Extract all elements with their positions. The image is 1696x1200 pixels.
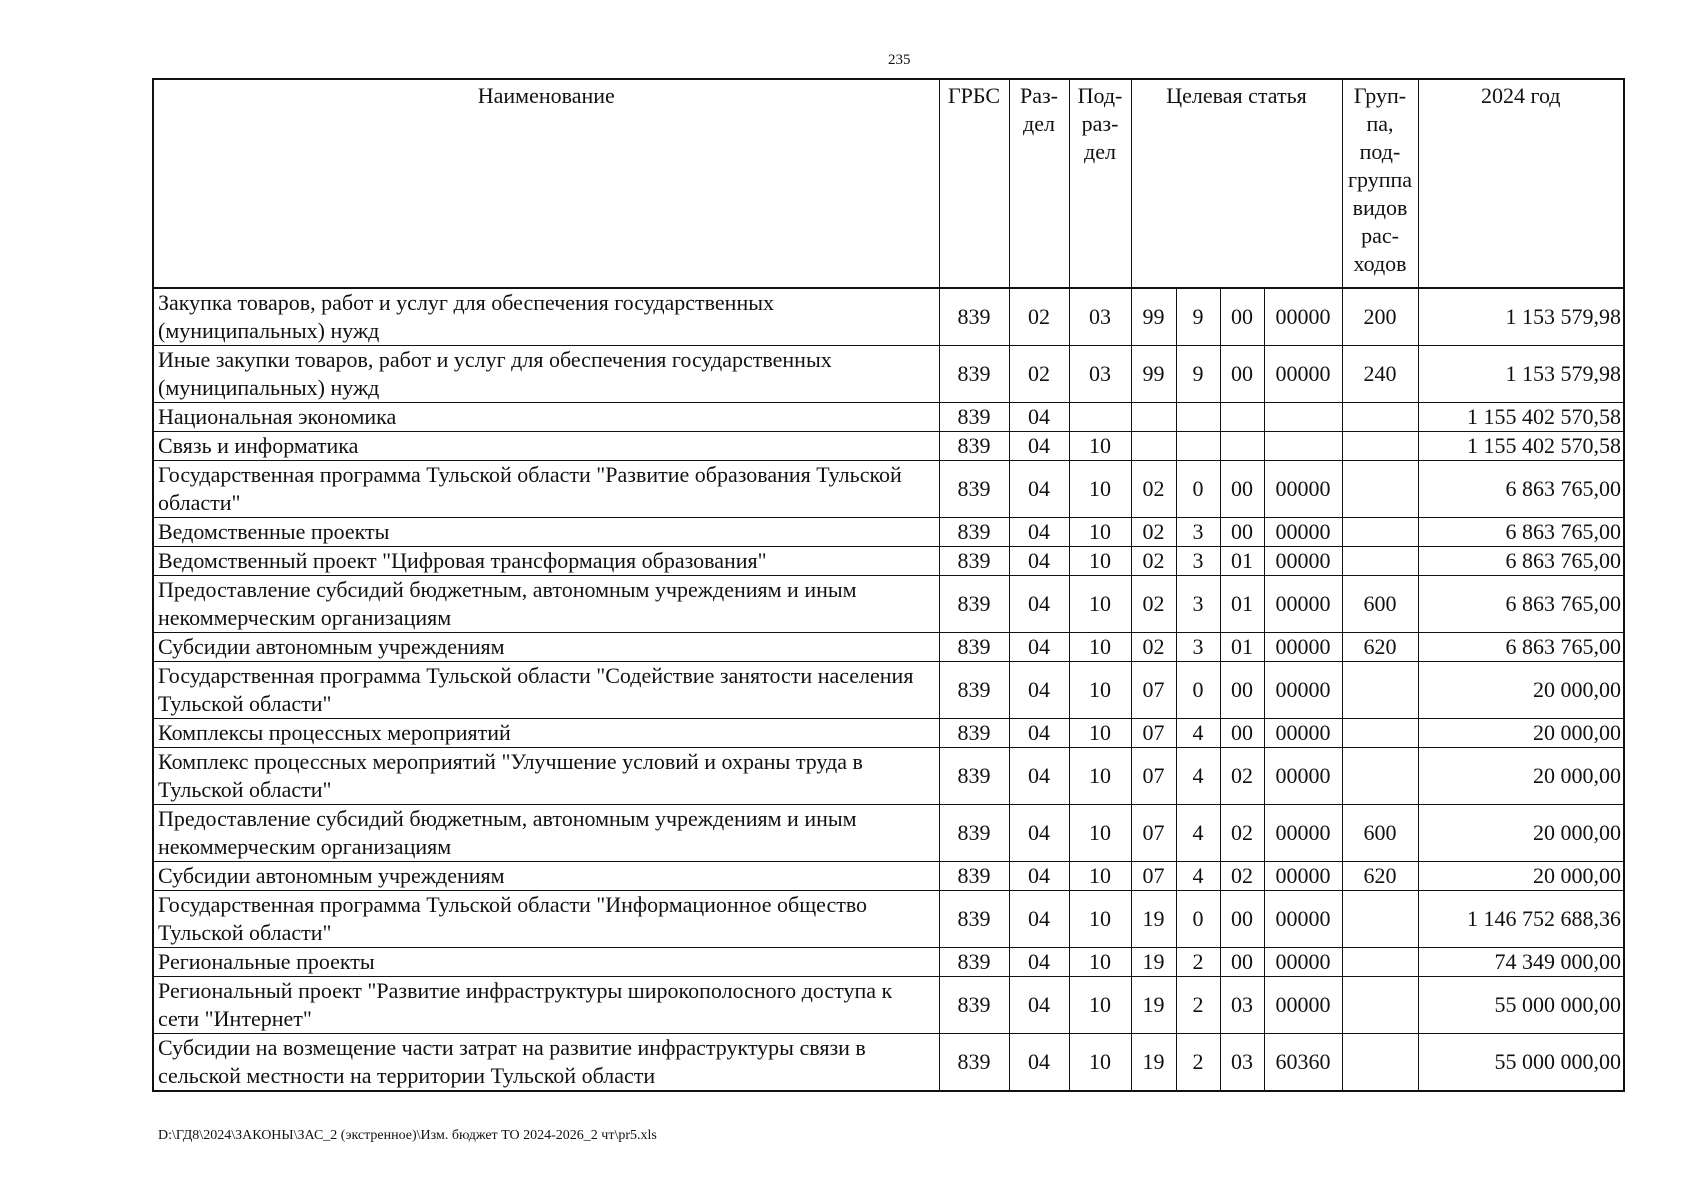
cell-grbs: 839 (939, 805, 1009, 862)
cell-target-type: 9 (1176, 346, 1220, 403)
cell-target-direction: 00000 (1264, 576, 1342, 633)
cell-podrazdel: 10 (1069, 748, 1131, 805)
cell-target-structure: 01 (1220, 633, 1264, 662)
cell-name: Иные закупки товаров, работ и услуг для обеспечения государственных (муниципальных) нужд (153, 346, 939, 403)
cell-podrazdel: 10 (1069, 977, 1131, 1034)
cell-target-direction: 00000 (1264, 805, 1342, 862)
cell-razdel: 04 (1009, 432, 1069, 461)
cell-amount: 1 153 579,98 (1418, 346, 1624, 403)
cell-amount: 20 000,00 (1418, 748, 1624, 805)
cell-target-type: 4 (1176, 805, 1220, 862)
cell-expense-group (1342, 719, 1418, 748)
cell-amount: 1 155 402 570,58 (1418, 403, 1624, 432)
header-name: Наименование (153, 79, 939, 288)
cell-grbs: 839 (939, 719, 1009, 748)
cell-grbs: 839 (939, 891, 1009, 948)
table-row (153, 346, 1624, 403)
cell-amount: 6 863 765,00 (1418, 518, 1624, 547)
cell-podrazdel: 10 (1069, 719, 1131, 748)
header-razdel: Раз- дел (1009, 79, 1069, 288)
cell-expense-group (1342, 748, 1418, 805)
cell-amount: 55 000 000,00 (1418, 1034, 1624, 1092)
cell-grbs: 839 (939, 633, 1009, 662)
cell-name: Субсидии автономным учреждениям (153, 862, 939, 891)
cell-grbs: 839 (939, 461, 1009, 518)
cell-podrazdel: 03 (1069, 288, 1131, 346)
cell-name: Субсидии на возмещение части затрат на развитие инфраструктуры связи в сельской местности на территории Тульской области (153, 1034, 939, 1092)
cell-podrazdel: 10 (1069, 1034, 1131, 1092)
table-row (153, 862, 1624, 891)
cell-name: Государственная программа Тульской области "Развитие образования Тульской области" (153, 461, 939, 518)
table-row (153, 805, 1624, 862)
cell-razdel: 04 (1009, 461, 1069, 518)
cell-razdel: 04 (1009, 518, 1069, 547)
cell-expense-group (1342, 461, 1418, 518)
cell-target-direction: 00000 (1264, 518, 1342, 547)
cell-name: Ведомственные проекты (153, 518, 939, 547)
cell-target-program: 02 (1131, 461, 1176, 518)
cell-target-direction: 00000 (1264, 662, 1342, 719)
cell-podrazdel: 10 (1069, 891, 1131, 948)
cell-amount: 1 146 752 688,36 (1418, 891, 1624, 948)
cell-target-program: 07 (1131, 719, 1176, 748)
header-year-2024: 2024 год (1418, 79, 1624, 288)
cell-amount: 1 153 579,98 (1418, 288, 1624, 346)
cell-name: Комплекс процессных мероприятий "Улучшение условий и охраны труда в Тульской области" (153, 748, 939, 805)
cell-name: Региональный проект "Развитие инфраструктуры широкополосного доступа к сети "Интернет" (153, 977, 939, 1034)
cell-target-type (1176, 432, 1220, 461)
table-row (153, 977, 1624, 1034)
cell-razdel: 04 (1009, 547, 1069, 576)
cell-razdel: 02 (1009, 288, 1069, 346)
cell-grbs: 839 (939, 403, 1009, 432)
cell-razdel: 04 (1009, 403, 1069, 432)
cell-target-structure: 00 (1220, 891, 1264, 948)
cell-name: Государственная программа Тульской области "Информационное общество Тульской области" (153, 891, 939, 948)
cell-target-direction: 00000 (1264, 977, 1342, 1034)
table-row (153, 547, 1624, 576)
cell-podrazdel (1069, 403, 1131, 432)
cell-podrazdel: 03 (1069, 346, 1131, 403)
cell-expense-group (1342, 891, 1418, 948)
cell-expense-group: 620 (1342, 633, 1418, 662)
cell-target-program: 19 (1131, 948, 1176, 977)
cell-target-direction: 00000 (1264, 288, 1342, 346)
cell-name: Субсидии автономным учреждениям (153, 633, 939, 662)
cell-amount: 55 000 000,00 (1418, 977, 1624, 1034)
cell-expense-group (1342, 948, 1418, 977)
cell-target-structure: 01 (1220, 547, 1264, 576)
cell-grbs: 839 (939, 346, 1009, 403)
cell-amount: 20 000,00 (1418, 719, 1624, 748)
cell-expense-group (1342, 432, 1418, 461)
cell-grbs: 839 (939, 1034, 1009, 1092)
cell-name: Закупка товаров, работ и услуг для обеспечения государственных (муниципальных) нужд (153, 288, 939, 346)
cell-expense-group (1342, 1034, 1418, 1092)
cell-expense-group (1342, 662, 1418, 719)
cell-target-structure: 01 (1220, 576, 1264, 633)
cell-grbs: 839 (939, 547, 1009, 576)
cell-target-structure: 03 (1220, 977, 1264, 1034)
cell-razdel: 04 (1009, 948, 1069, 977)
cell-grbs: 839 (939, 518, 1009, 547)
cell-razdel: 04 (1009, 805, 1069, 862)
file-path: D:\ГД8\2024\ЗАКОНЫ\ЗАС_2 (экстренное)\Изм. бюджет ТО 2024-2026_2 чт\pr5.xls (158, 1128, 657, 1143)
page-number: 235 (888, 52, 911, 68)
table-row (153, 633, 1624, 662)
cell-target-structure (1220, 403, 1264, 432)
cell-target-type: 9 (1176, 288, 1220, 346)
cell-amount: 6 863 765,00 (1418, 547, 1624, 576)
cell-target-type: 3 (1176, 633, 1220, 662)
cell-target-direction: 00000 (1264, 346, 1342, 403)
cell-grbs: 839 (939, 748, 1009, 805)
cell-razdel: 04 (1009, 891, 1069, 948)
table-row (153, 748, 1624, 805)
cell-expense-group (1342, 403, 1418, 432)
cell-target-type: 0 (1176, 461, 1220, 518)
cell-name: Ведомственный проект "Цифровая трансформация образования" (153, 547, 939, 576)
header-target-article: Целевая статья (1131, 79, 1342, 288)
cell-target-type: 3 (1176, 576, 1220, 633)
table-body (153, 288, 1624, 1091)
cell-razdel: 04 (1009, 862, 1069, 891)
cell-podrazdel: 10 (1069, 432, 1131, 461)
cell-podrazdel: 10 (1069, 576, 1131, 633)
cell-grbs: 839 (939, 948, 1009, 977)
cell-name: Комплексы процессных мероприятий (153, 719, 939, 748)
cell-grbs: 839 (939, 576, 1009, 633)
cell-razdel: 04 (1009, 719, 1069, 748)
cell-amount: 6 863 765,00 (1418, 633, 1624, 662)
cell-target-direction: 00000 (1264, 719, 1342, 748)
cell-target-direction: 00000 (1264, 547, 1342, 576)
cell-target-structure: 00 (1220, 346, 1264, 403)
cell-amount: 20 000,00 (1418, 805, 1624, 862)
table-row (153, 662, 1624, 719)
cell-podrazdel: 10 (1069, 948, 1131, 977)
cell-grbs: 839 (939, 862, 1009, 891)
cell-amount: 20 000,00 (1418, 662, 1624, 719)
cell-name: Предоставление субсидий бюджетным, автономным учреждениям и иным некоммерческим организациям (153, 576, 939, 633)
cell-target-program: 07 (1131, 805, 1176, 862)
table-row (153, 403, 1624, 432)
table-row (153, 1034, 1624, 1092)
cell-razdel: 04 (1009, 1034, 1069, 1092)
header-grbs: ГРБС (939, 79, 1009, 288)
cell-razdel: 04 (1009, 977, 1069, 1034)
cell-target-type: 0 (1176, 662, 1220, 719)
cell-target-type: 4 (1176, 862, 1220, 891)
table-row (153, 461, 1624, 518)
header-expense-group: Груп- па, под- группа видов рас- ходов (1342, 79, 1418, 288)
cell-razdel: 04 (1009, 633, 1069, 662)
cell-grbs: 839 (939, 662, 1009, 719)
cell-expense-group: 240 (1342, 346, 1418, 403)
cell-target-program: 19 (1131, 977, 1176, 1034)
cell-target-direction (1264, 432, 1342, 461)
cell-target-structure: 00 (1220, 719, 1264, 748)
cell-target-structure: 02 (1220, 748, 1264, 805)
cell-amount: 74 349 000,00 (1418, 948, 1624, 977)
table-row (153, 288, 1624, 346)
cell-podrazdel: 10 (1069, 862, 1131, 891)
table-row (153, 891, 1624, 948)
cell-target-type: 4 (1176, 748, 1220, 805)
cell-target-program (1131, 403, 1176, 432)
cell-expense-group (1342, 977, 1418, 1034)
cell-name: Государственная программа Тульской области "Содействие занятости населения Тульской области" (153, 662, 939, 719)
cell-target-type: 2 (1176, 977, 1220, 1034)
cell-target-direction: 00000 (1264, 748, 1342, 805)
cell-razdel: 04 (1009, 662, 1069, 719)
cell-podrazdel: 10 (1069, 633, 1131, 662)
cell-name: Региональные проекты (153, 948, 939, 977)
cell-target-direction: 00000 (1264, 633, 1342, 662)
cell-amount: 20 000,00 (1418, 862, 1624, 891)
cell-grbs: 839 (939, 432, 1009, 461)
cell-target-structure: 00 (1220, 518, 1264, 547)
cell-expense-group: 600 (1342, 576, 1418, 633)
cell-expense-group: 600 (1342, 805, 1418, 862)
cell-amount: 6 863 765,00 (1418, 576, 1624, 633)
cell-target-structure: 02 (1220, 862, 1264, 891)
budget-table (152, 78, 1625, 1092)
cell-expense-group (1342, 518, 1418, 547)
cell-razdel: 02 (1009, 346, 1069, 403)
cell-target-direction: 00000 (1264, 891, 1342, 948)
cell-target-program: 02 (1131, 518, 1176, 547)
cell-target-structure: 00 (1220, 948, 1264, 977)
cell-podrazdel: 10 (1069, 662, 1131, 719)
cell-target-type: 2 (1176, 948, 1220, 977)
header-podrazdel: Под- раз- дел (1069, 79, 1131, 288)
cell-target-program (1131, 432, 1176, 461)
cell-target-type: 2 (1176, 1034, 1220, 1092)
cell-name: Предоставление субсидий бюджетным, автономным учреждениям и иным некоммерческим организациям (153, 805, 939, 862)
cell-name: Связь и информатика (153, 432, 939, 461)
cell-target-program: 07 (1131, 748, 1176, 805)
table-row (153, 518, 1624, 547)
cell-target-program: 02 (1131, 576, 1176, 633)
cell-target-structure: 03 (1220, 1034, 1264, 1092)
cell-target-structure: 00 (1220, 662, 1264, 719)
cell-target-type (1176, 403, 1220, 432)
cell-target-type: 3 (1176, 518, 1220, 547)
cell-podrazdel: 10 (1069, 805, 1131, 862)
table-row (153, 576, 1624, 633)
cell-expense-group: 200 (1342, 288, 1418, 346)
cell-expense-group (1342, 547, 1418, 576)
cell-target-structure: 02 (1220, 805, 1264, 862)
table-row (153, 948, 1624, 977)
table-row (153, 432, 1624, 461)
cell-name: Национальная экономика (153, 403, 939, 432)
cell-target-type: 0 (1176, 891, 1220, 948)
cell-target-direction: 00000 (1264, 948, 1342, 977)
cell-podrazdel: 10 (1069, 518, 1131, 547)
cell-target-program: 19 (1131, 1034, 1176, 1092)
cell-target-program: 07 (1131, 662, 1176, 719)
cell-expense-group: 620 (1342, 862, 1418, 891)
cell-grbs: 839 (939, 288, 1009, 346)
cell-amount: 6 863 765,00 (1418, 461, 1624, 518)
cell-target-program: 99 (1131, 288, 1176, 346)
cell-target-structure: 00 (1220, 288, 1264, 346)
cell-target-structure: 00 (1220, 461, 1264, 518)
cell-target-direction: 00000 (1264, 862, 1342, 891)
cell-razdel: 04 (1009, 748, 1069, 805)
cell-target-direction (1264, 403, 1342, 432)
cell-target-direction: 60360 (1264, 1034, 1342, 1092)
cell-target-program: 02 (1131, 633, 1176, 662)
cell-target-program: 02 (1131, 547, 1176, 576)
table-row (153, 719, 1624, 748)
cell-target-direction: 00000 (1264, 461, 1342, 518)
cell-target-program: 99 (1131, 346, 1176, 403)
cell-target-type: 4 (1176, 719, 1220, 748)
cell-target-structure (1220, 432, 1264, 461)
cell-target-program: 07 (1131, 862, 1176, 891)
cell-target-program: 19 (1131, 891, 1176, 948)
table-header-row (153, 79, 1624, 288)
cell-razdel: 04 (1009, 576, 1069, 633)
cell-amount: 1 155 402 570,58 (1418, 432, 1624, 461)
cell-podrazdel: 10 (1069, 547, 1131, 576)
cell-podrazdel: 10 (1069, 461, 1131, 518)
cell-target-type: 3 (1176, 547, 1220, 576)
cell-grbs: 839 (939, 977, 1009, 1034)
